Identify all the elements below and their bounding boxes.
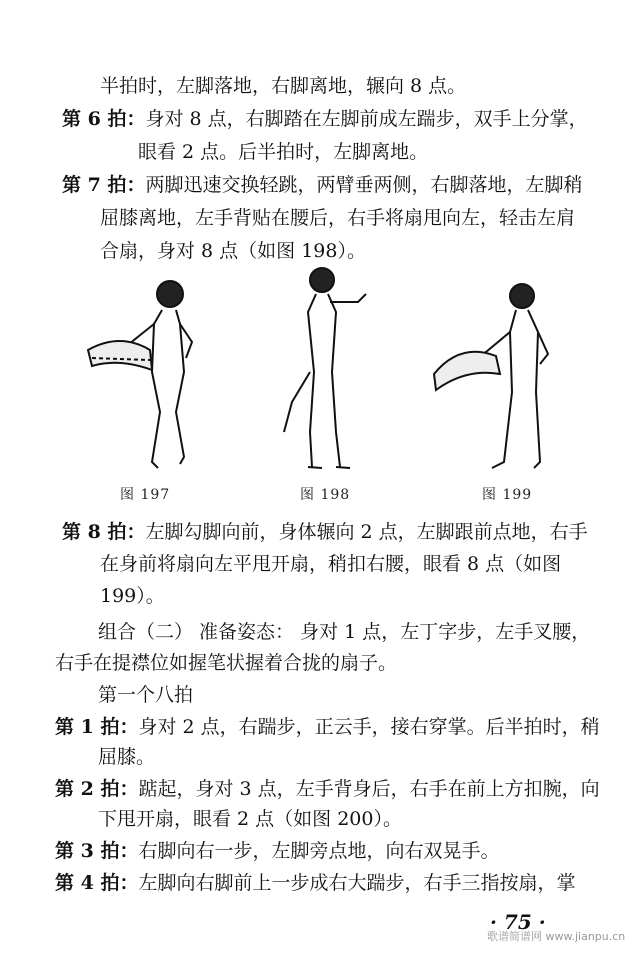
page-number: · 75 · [490, 910, 546, 934]
text-line: 第 8 拍：左脚勾脚向前，身体辗向 2 点，左脚跟前点地，右手 [62, 521, 588, 543]
dancer-illustration-199 [430, 262, 580, 502]
text-line: 第 1 拍：身对 2 点，右踹步，正云手，接右穿掌。后半拍时，稍 [55, 716, 600, 738]
figure-caption: 图 197 [120, 487, 171, 503]
text-line: 第 7 拍：两脚迅速交换轻跳，两臂垂两侧，右脚落地，左脚稍 [62, 174, 583, 196]
text-line: 第 6 拍：身对 8 点，右脚踏在左脚前成左踹步，双手上分掌， [62, 108, 588, 130]
text-line: 199）。 [100, 585, 165, 607]
text-line: 合扇，身对 8 点（如图 198）。 [100, 240, 366, 262]
text-line: 眼看 2 点。后半拍时，左脚离地。 [138, 141, 429, 163]
dancer-illustration-197 [80, 262, 220, 502]
watermark: 歌谱简谱网 www.jianpu.cn [487, 930, 626, 943]
figure-caption: 图 199 [482, 487, 533, 503]
text-line: 屈膝离地，左手背贴在腰后，右手将扇甩向左，轻击左肩 [100, 207, 576, 229]
text-line: 在身前将扇向左平甩开扇，稍扣右腰，眼看 8 点（如图 [100, 553, 562, 575]
text-line: 第 2 拍：踮起，身对 3 点，左手背身后，右手在前上方扣腕，向 [55, 778, 600, 800]
dancer-illustration-198 [270, 262, 380, 502]
figure-199 [430, 262, 580, 502]
figure-caption: 图 198 [300, 487, 351, 503]
text-line: 屈膝。 [98, 746, 156, 768]
section-heading: 第一个八拍 [98, 684, 194, 706]
text-line: 第 4 拍：左脚向右脚前上一步成右大踹步，右手三指按扇，掌 [55, 872, 576, 894]
text-line: 右手在提襟位如握笔状握着合拢的扇子。 [55, 652, 398, 674]
text-line: 第 3 拍：右脚向右一步，左脚旁点地，向右双晃手。 [55, 840, 500, 862]
figure-197 [80, 262, 220, 502]
text-line: 组合（二） 准备姿态： 身对 1 点，左丁字步，左手叉腰， [98, 621, 591, 643]
text-line: 下甩开扇，眼看 2 点（如图 200）。 [98, 808, 402, 830]
figure-198 [270, 262, 380, 502]
text-line: 半拍时，左脚落地，右脚离地，辗向 8 点。 [100, 75, 467, 97]
